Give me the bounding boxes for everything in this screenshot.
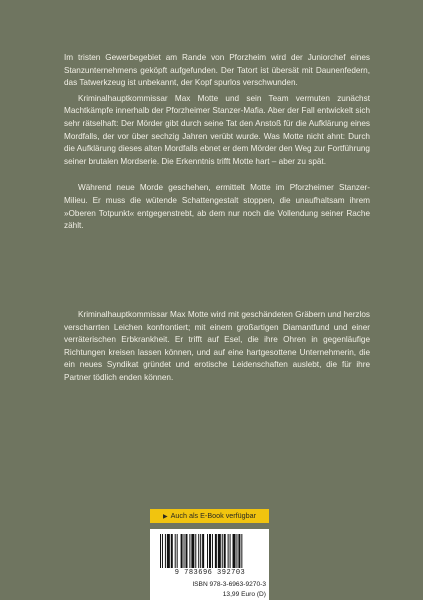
ean-barcode (160, 534, 259, 568)
back-cover-blurb (64, 52, 370, 233)
teaser-paragraph: Kriminalhauptkommissar Max Motte wird mit geschändeten Gräbern und herzlos verscharrten Leichen konfrontiert; mit einem großartigen Diamantfund und einer verräterischen Erbkrankheit. Er trifft auf Esel, die ihre Ohren in gegenläufige Richtungen kreisen lassen können, und auf eine hartgesottene Unternehmerin, die ein neues Syndikat gründet und erotische Leidenschaften auslebt, die für ihre Partner tödlich enden können. (64, 310, 370, 382)
barcode-panel (150, 529, 269, 600)
barcode-digits: 9 783696 392703 (174, 569, 246, 577)
ebook-availability-banner (150, 509, 269, 523)
isbn-number: ISBN 978-3-6963-9270-3 (192, 581, 266, 588)
blurb-paragraph-1: Im tristen Gewerbegebiet am Rande von Pforzheim wird der Juniorchef eines Stanzunternehmens geköpft aufgefunden. Der Tatort ist übersät mit Daunenfedern, das Tatwerkzeug ist unbekannt, der Kopf spurlos verschwunden. (64, 53, 370, 88)
triangle-right-icon: ▶ (162, 514, 168, 520)
blurb-paragraph-2: Kriminalhauptkommissar Max Motte und sein Team vermuten zunächst Machtkämpfe innerhalb der Pforzheimer Stanzer-Mafia. Aber der Fall entwickelt sich sehr rätselhaft: Der Mörder gibt durch seine Tat den Anstoß für die Aufklärung eines Mordfalls, der vor über sechzig Jahren verübt wurde. Was Motte nicht ahnt: Durch die Aufklärung dieses alten Mordfalls ebnet er dem Mörder den Weg zur Fortführung seiner brutalen Mordserie. Die Erkenntnis trifft Motte hart – aber zu spät. (64, 93, 370, 166)
teaser-block (64, 309, 370, 385)
ebook-label: Auch als E-Book verfügbar (170, 511, 257, 520)
blurb-paragraph-3: Während neue Morde geschehen, ermittelt Motte im Pforzheimer Stanzer-Milieu. Er muss die wütende Schattengestalt stoppen, die unaufhaltsam ihrem »Oberen Totpunkt« entgegenstrebt, ab dem nur noch die Vollendung seiner Rache zählt. (64, 183, 370, 231)
price-label: 13,99 Euro (D) (222, 591, 266, 598)
